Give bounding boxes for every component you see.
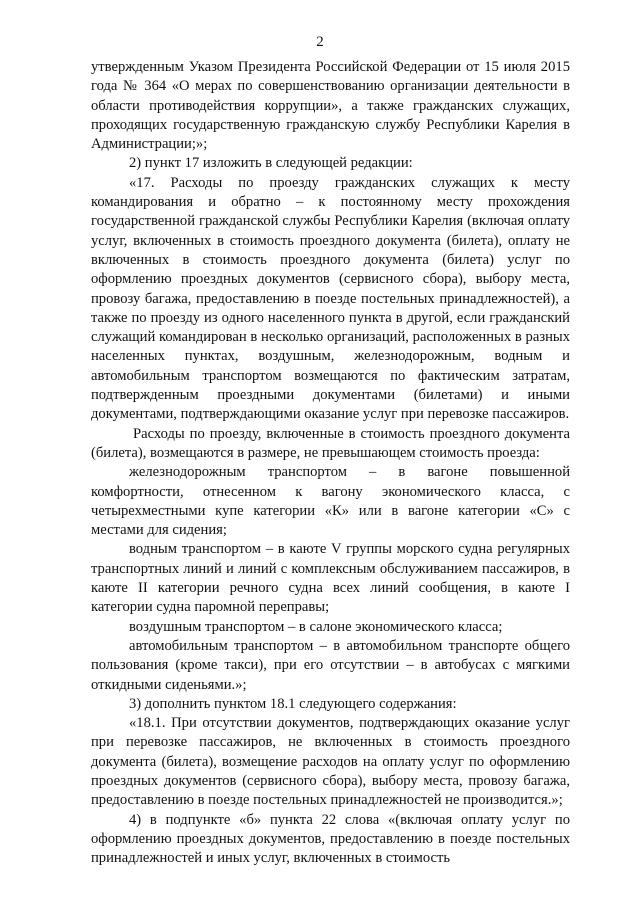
paragraph-travel-costs: Расходы по проезду, включенные в стоимость проездного документа (билета), возмещаются в размере, не превышающем стоимость проезда: [91, 425, 570, 461]
paragraph-clause-18-1: «18.1. При отсутствии документов, подтверждающих оказание услуг при перевозке пассажиров, не включенных в стоимость проездного документа (билета), возмещение расходов на оплату услуг по оформлению проездных документов (сервисного сбора), выбору места, провозу багажа, предоставлению в поезде постельных принадлежностей не производится.»; [91, 715, 570, 809]
paragraph-item-4: 4) в подпункте «б» пункта 22 слова «(включая оплату услуг по оформлению проездных документов, предоставлению в поезде постельных принадлежностей и иных услуг, включенных в стоимость [91, 811, 570, 867]
paragraph-railway: железнодорожным транспортом – в вагоне повышенной комфортности, отнесенном к вагону экономического класса, с четырехместными купе категории «К» или в вагоне категории «С» с местами для сидения; [91, 464, 570, 539]
document-body [91, 58, 570, 868]
paragraph-item-3: 3) дополнить пунктом 18.1 следующего содержания: [129, 695, 457, 712]
paragraph-item-2: 2) пункт 17 изложить в следующей редакции: [129, 155, 413, 172]
paragraph-water: водным транспортом – в каюте V группы морского судна регулярных транспортных линий и линий с комплексным обслуживанием пассажиров, в каюте II категории речного судна всех линий сообщения, в каюте I категории судна паромной переправы; [91, 541, 570, 616]
paragraph-clause-17: «17. Расходы по проезду гражданских служащих к месту командирования и обратно – к постоянному месту прохождения государственной гражданской службы Республики Карелия (включая оплату услуг, включенных в стоимость проездного документа (билета), оплату не включенных в стоимость проездного документа (билета) услуг по оформлению проездных документов (сервисного сбора), выбору места, провозу багажа, предоставлению в поезде постельных принадлежностей), а также по проезду из одного населенного пункта в другой, если гражданский служащий командирован в несколько организаций, расположенных в разных населенных пунктах, воздушным, железнодорожным, водным и автомобильным транспортом возмещаются по фактическим затратам, подтвержденным проездными документами (билетами) и иными документами, подтверждающими оказание услуг при перевозке пассажиров. [91, 174, 570, 423]
paragraph-road: автомобильным транспортом – в автомобильном транспорте общего пользования (кроме такси), при его отсутствии – в автобусах с мягкими откидными сиденьями.»; [91, 637, 570, 693]
page-number: 2 [316, 34, 324, 50]
paragraph-air: воздушным транспортом – в салоне экономического класса; [129, 618, 503, 635]
paragraph-continuation: утвержденным Указом Президента Российской Федерации от 15 июля 2015 года № 364 «О мерах по совершенствованию организации деятельности в области противодействия коррупции», а также гражданских служащих, проходящих государственную гражданскую службу Республики Карелия в Администрации;»; [91, 59, 570, 153]
